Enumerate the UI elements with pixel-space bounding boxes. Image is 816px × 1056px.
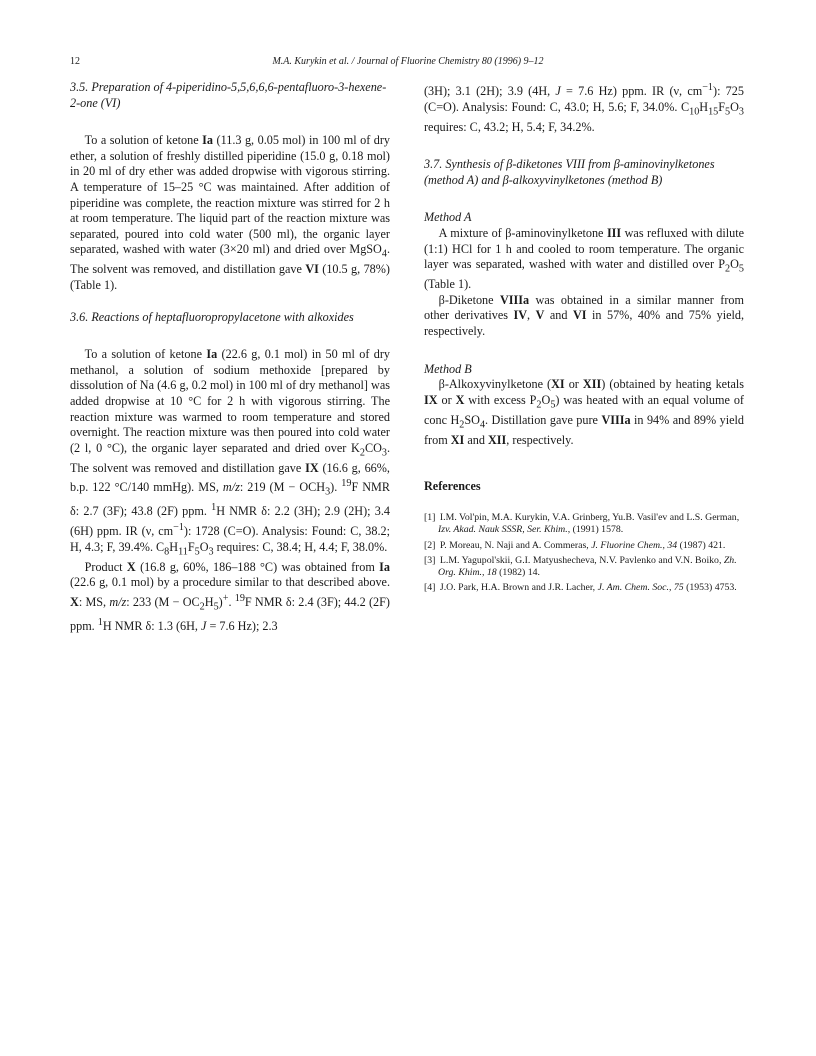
method-a-heading: Method A (424, 210, 472, 225)
reference-list (424, 512, 744, 594)
method-b-heading: Method B (424, 361, 472, 376)
continued-paragraph: (3H); 3.1 (2H); 3.9 (4H, J = 7.6 Hz) ppm. IR (ν, $cm^{-1}$): 725 (C=O). Analysis: Found: C, 43.0; H, 5.6; F, 34.0%. $C_{10}H_{15}F_5O_3$ requires: C, 43.2; H, 5.4; F, 34.2%. (424, 82, 744, 134)
page-number: 12 (70, 56, 80, 67)
section-3-6-paragraph-1: To a solution of ketone Ia (22.6 g, 0.1 mol) in 50 ml of dry methanol, a solution of sodium methoxide [prepared by dissolution of Na (4.6 g, 0.2 mol) in 100 ml of dry methanol] was added dropwise at 10 °C for 2 h with vigorous stirring. The reaction mixture was warmed to room temperature and stored overnight. The reaction mixture was then poured into cold water (2 l, 0 °C), the organic layer separated and dried over $K_2CO_3$. The solvent was removed and distillation gave IX (16.6 g, 66%, b.p. 122 °C/140 mmHg). MS, m/z: 219 $(M - OCH_3)$. $^{19}$F NMR δ: 2.7 (3F); 43.8 (2F) ppm. $^1$H NMR δ: 2.2 (3H); 2.9 (2H); 3.4 (6H) ppm. IR (ν, $cm^{-1}$): 1728 (C=O). Analysis: Found: C, 38.2; H, 4.3; F, 39.4%. $C_8H_{11}F_5O_3$ requires: C, 38.4; H, 4.4; F, 38.0%. (70, 347, 390, 558)
method-b-paragraph: β-Alkoxyvinylketone (XI or XII) (obtained by heating ketals IX or X with excess $P_2O_5$) was heated with an equal volume of conc $H_2SO_4$. Distillation gave pure VIIIa in 94% and 89% yield from XI and XII, respectively. (424, 377, 745, 447)
reference-item: [3] L.M. Yagupol'skii, G.I. Matyushecheva, N.V. Pavlenko and V.N. Boiko, Zh. Org. Khim., 18 (1982) 14. (424, 554, 737, 578)
references-heading: References (424, 478, 481, 493)
method-a-paragraph-2: β-Diketone VIIIa was obtained in a similar manner from other derivatives IV, V and VI in 57%, 40% and 75% yield, respectively. (424, 292, 745, 339)
method-a-paragraph-1: A mixture of β-aminovinylketone III was refluxed with dilute (1:1) HCl for 1 h and cooled to room temperature. The organic layer was separated, washed with water and distilled over $P_2O_5$ (Table 1). (424, 226, 745, 292)
section-3-7-heading: 3.7. Synthesis of β-diketones VIII from β-aminovinylketones (method A) and β-alkoxyvinylketones (method B) (424, 157, 715, 187)
reference-item: [2] P. Moreau, N. Naji and A. Commeras, J. Fluorine Chem., 34 (1987) 421. (424, 539, 726, 551)
reference-item: [1] I.M. Vol'pin, M.A. Kurykin, V.A. Grinberg, Yu.B. Vasil'ev and L.S. German, Izv. Akad. Nauk SSSR, Ser. Khim., (1991) 1578. (424, 512, 740, 536)
section-3-6-heading: 3.6. Reactions of heptafluoropropylacetone with alkoxides (70, 309, 354, 324)
section-3-6-paragraph-2: Product X (16.8 g, 60%, 186–188 °C) was obtained from Ia (22.6 g, 0.1 mol) by a procedure similar to that described above. X: MS, m/z: 233 $(M - OC_2H_5)^+$. $^{19}$F NMR δ: 2.4 (3F); 44.2 (2F) ppm. $^1$H NMR δ: 1.3 (6H, J = 7.6 Hz); 2.3 (70, 559, 390, 634)
section-3-5-heading: 3.5. Preparation of 4-piperidino-5,5,6,6,6-pentafluoro-3-hexene-2-one (VI) (70, 80, 387, 110)
reference-item: [4] J.O. Park, H.A. Brown and J.R. Lacher, J. Am. Chem. Soc., 75 (1953) 4753. (424, 582, 737, 594)
section-3-5-paragraph: To a solution of ketone Ia (11.3 g, 0.05 mol) in 100 ml of dry ether, a solution of freshly distilled piperidine (15.0 g, 0.18 mol) in 20 ml of dry ether was added dropwise with vigorous stirring. A temperature of 15–25 °C was maintained. After addition of piperidine was complete, the reaction mixture was stirred for 2 h at room temperature. The liquid part of the reaction mixture was separated, poured into cold water (500 ml), the organic layer separated, washed with water (3×20 ml) and dried over MgSO$_4$. The solvent was removed, and distillation gave VI (10.5 g, 78%) (Table 1). (70, 133, 391, 292)
left-column (70, 80, 390, 635)
right-column (424, 80, 744, 597)
running-head: M.A. Kurykin et al. / Journal of Fluorine Chemistry 80 (1996) 9–12 (272, 56, 544, 67)
